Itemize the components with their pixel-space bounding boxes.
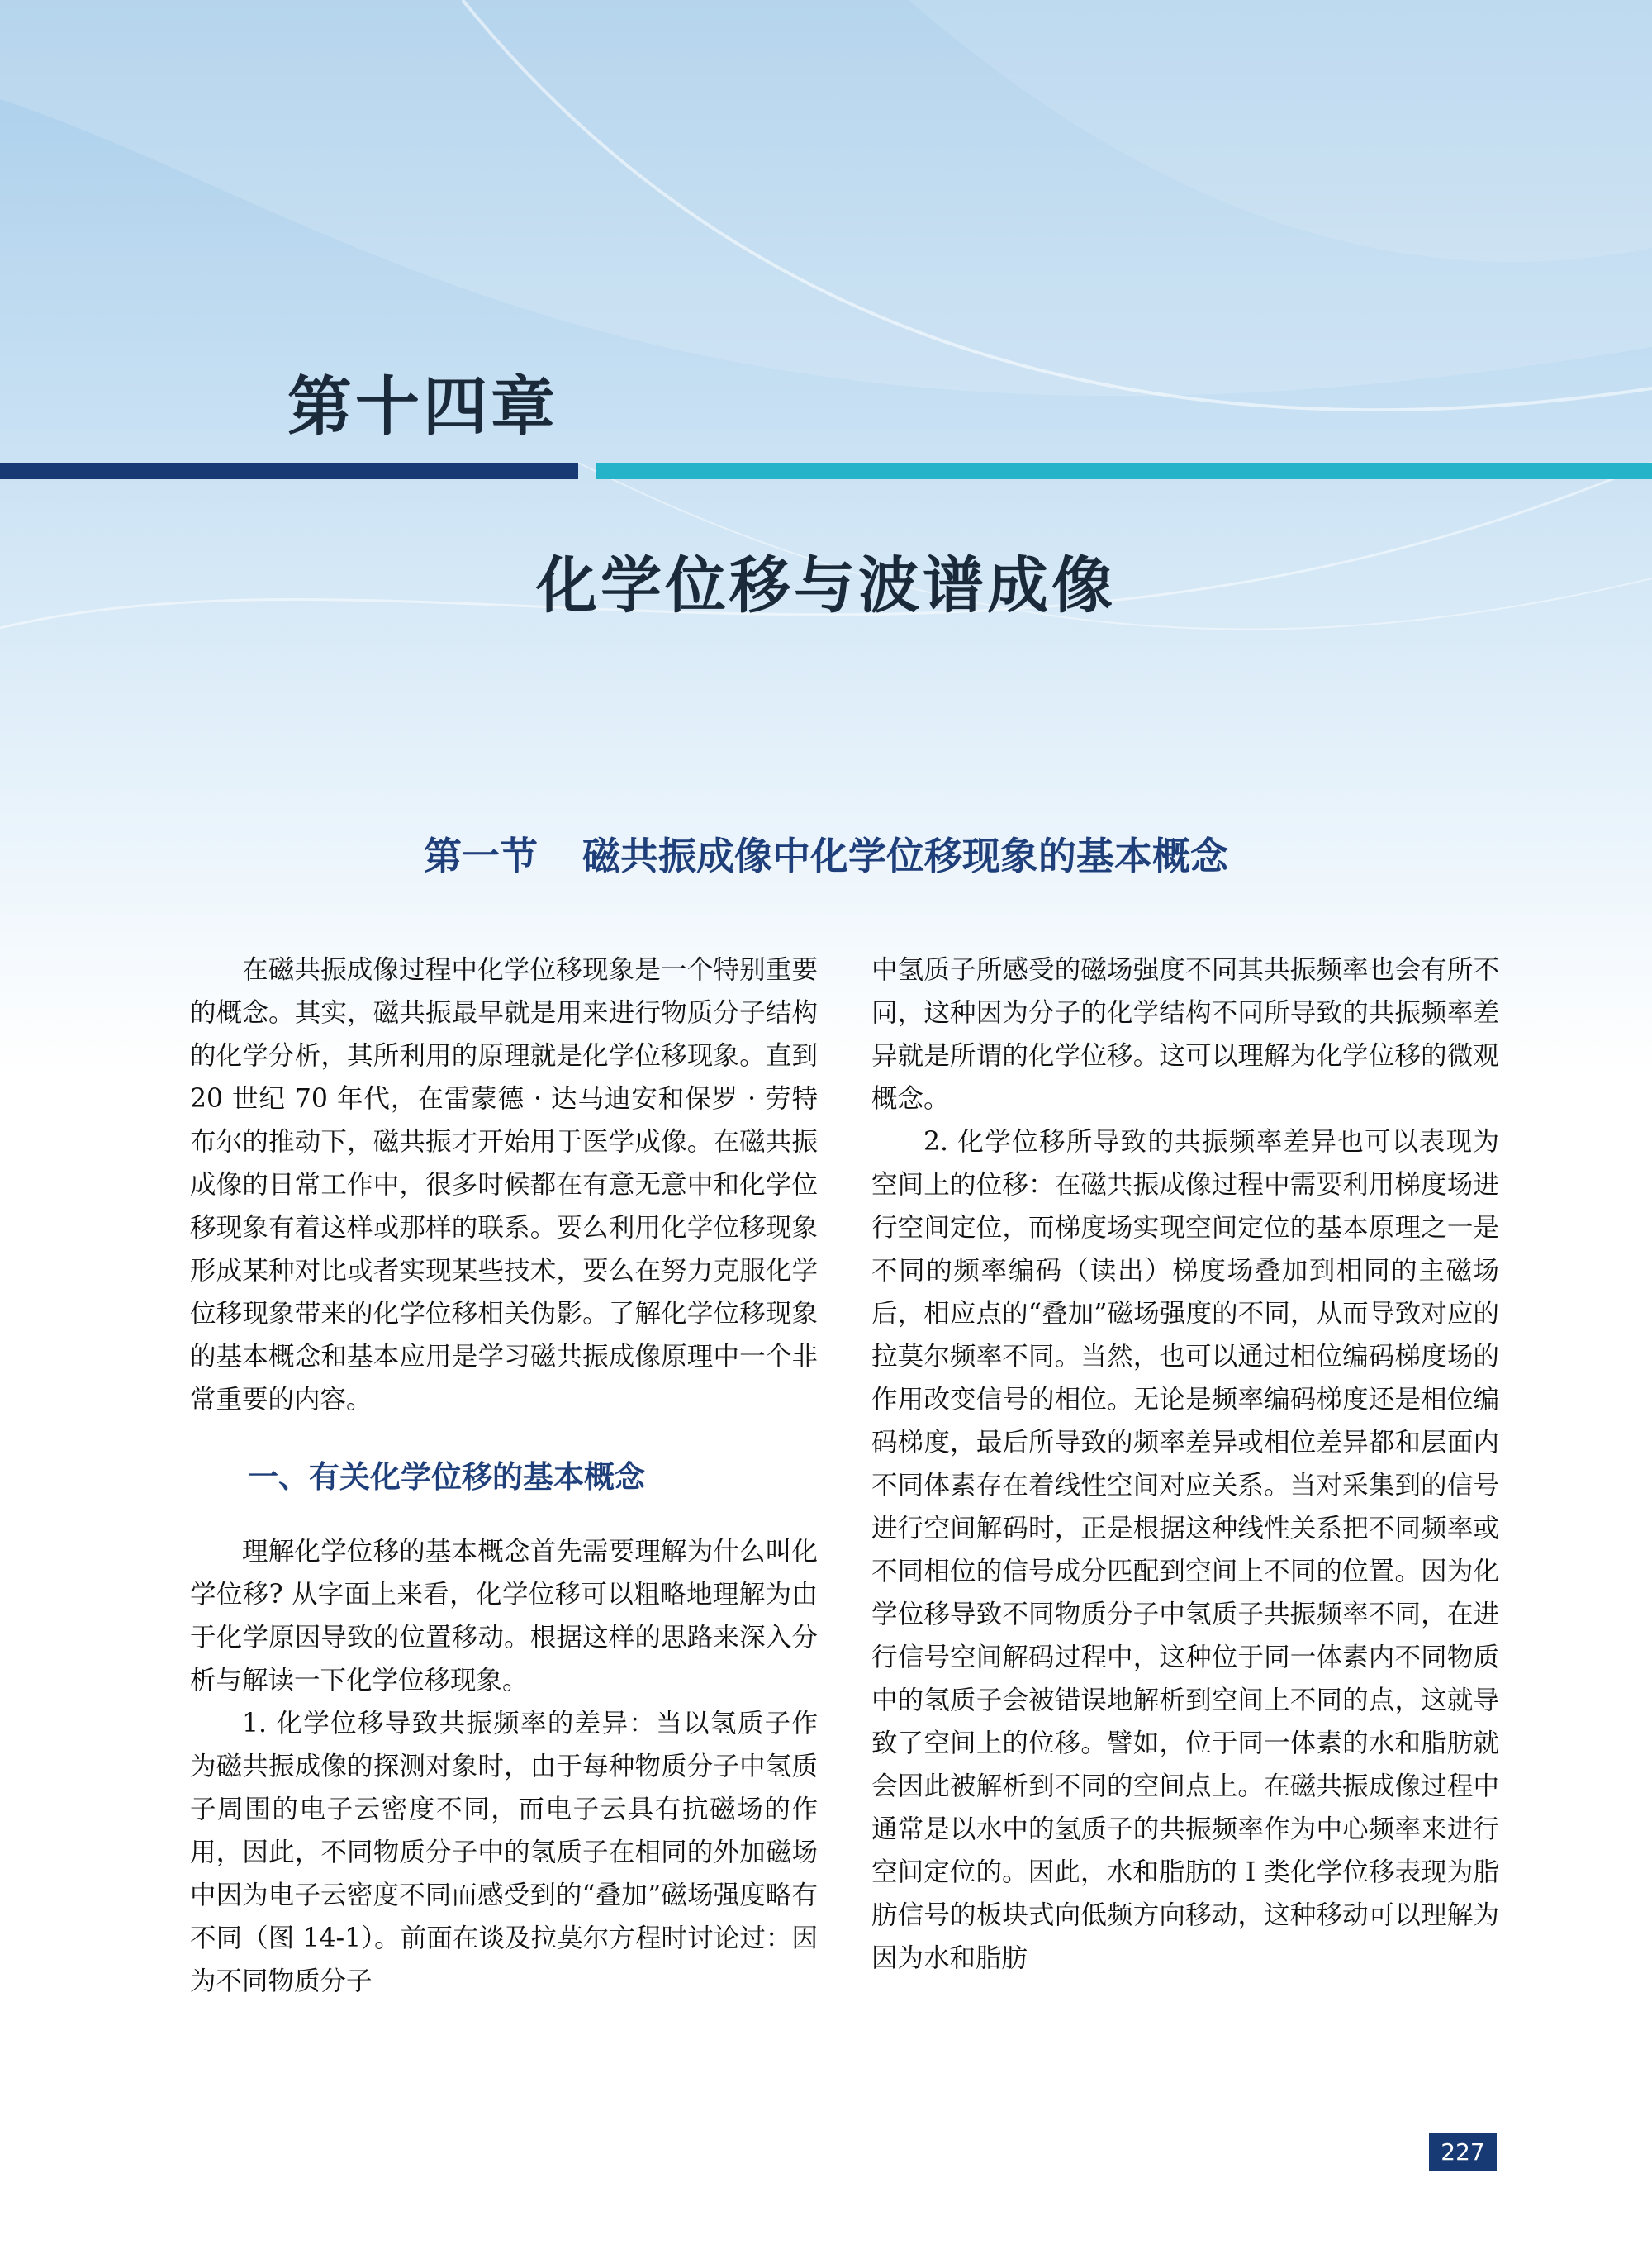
right-column: [871, 949, 1499, 1980]
subsection-heading: 一、有关化学位移的基本概念: [248, 1459, 645, 1495]
chapter-title: 化学位移与波谱成像: [536, 550, 1116, 621]
left-column: [190, 949, 818, 2003]
chapter-rule-dark: [0, 463, 578, 479]
chapter-rule-cyan: [596, 463, 1652, 479]
body-paragraph: 在磁共振成像过程中化学位移现象是一个特别重要的概念。其实，磁共振最早就是用来进行物质分子结构的化学分析，其所利用的原理就是化学位移现象。直到 20 世纪 70 年代，在雷蒙德 · 达马迪安和保罗 · 劳特布尔的推动下，磁共振才开始用于医学成像。在磁共振成像的日常工作中，很多时候都在有意无意中和化学位移现象有着这样或那样的联系。要么利用化学位移现象形成某种对比或者实现某些技术，要么在努力克服化学位移现象带来的化学位移相关伪影。了解化学位移现象的基本概念和基本应用是学习磁共振成像原理中一个非常重要的内容。: [190, 955, 818, 1415]
body-paragraph: 理解化学位移的基本概念首先需要理解为什么叫化学位移? 从字面上来看，化学位移可以粗略地理解为由于化学原因导致的位置移动。根据这样的思路来深入分析与解读一下化学位移现象。: [190, 1537, 818, 1695]
section-title: 磁共振成像中化学位移现象的基本概念: [582, 834, 1228, 878]
section-number: 第一节: [424, 834, 538, 878]
body-paragraph: 1. 化学位移导致共振频率的差异：当以氢质子作为磁共振成像的探测对象时，由于每种物质分子中氢质子周围的电子云密度不同，而电子云具有抗磁场的作用，因此，不同物质分子中的氢质子在相同的外加磁场中因为电子云密度不同而感受到的“叠加”磁场强度略有不同（图 14-1）。前面在谈及拉莫尔方程时讨论过：因为不同物质分子: [190, 1709, 818, 1996]
chapter-number: 第十四章: [287, 370, 559, 445]
section-heading: [0, 826, 1652, 881]
body-paragraph-continued: 中氢质子所感受的磁场强度不同其共振频率也会有所不同，这种因为分子的化学结构不同所导致的共振频率差异就是所谓的化学位移。这可以理解为化学位移的微观概念。: [871, 955, 1499, 1114]
body-paragraph: 2. 化学位移所导致的共振频率差异也可以表现为空间上的位移：在磁共振成像过程中需要利用梯度场进行空间定位，而梯度场实现空间定位的基本原理之一是不同的频率编码（读出）梯度场叠加到相同的主磁场后，相应点的“叠加”磁场强度的不同，从而导致对应的拉莫尔频率不同。当然，也可以通过相位编码梯度场的作用改变信号的相位。无论是频率编码梯度还是相位编码梯度，最后所导致的频率差异或相位差异都和层面内不同体素存在着线性空间对应关系。当对采集到的信号进行空间解码时，正是根据这种线性关系把不同频率或不同相位的信号成分匹配到空间上不同的位置。因为化学位移导致不同物质分子中氢质子共振频率不同，在进行信号空间解码过程中，这种位于同一体素内不同物质中的氢质子会被错误地解析到空间上不同的点，这就导致了空间上的位移。譬如，位于同一体素的水和脂肪就会因此被解析到不同的空间点上。在磁共振成像过程中通常是以水中的氢质子的共振频率作为中心频率来进行空间定位的。因此，水和脂肪的 I 类化学位移表现为脂肪信号的板块式向低频方向移动，这种移动可以理解为因为水和脂肪: [871, 1127, 1499, 1973]
page-number: 227: [1429, 2133, 1497, 2171]
